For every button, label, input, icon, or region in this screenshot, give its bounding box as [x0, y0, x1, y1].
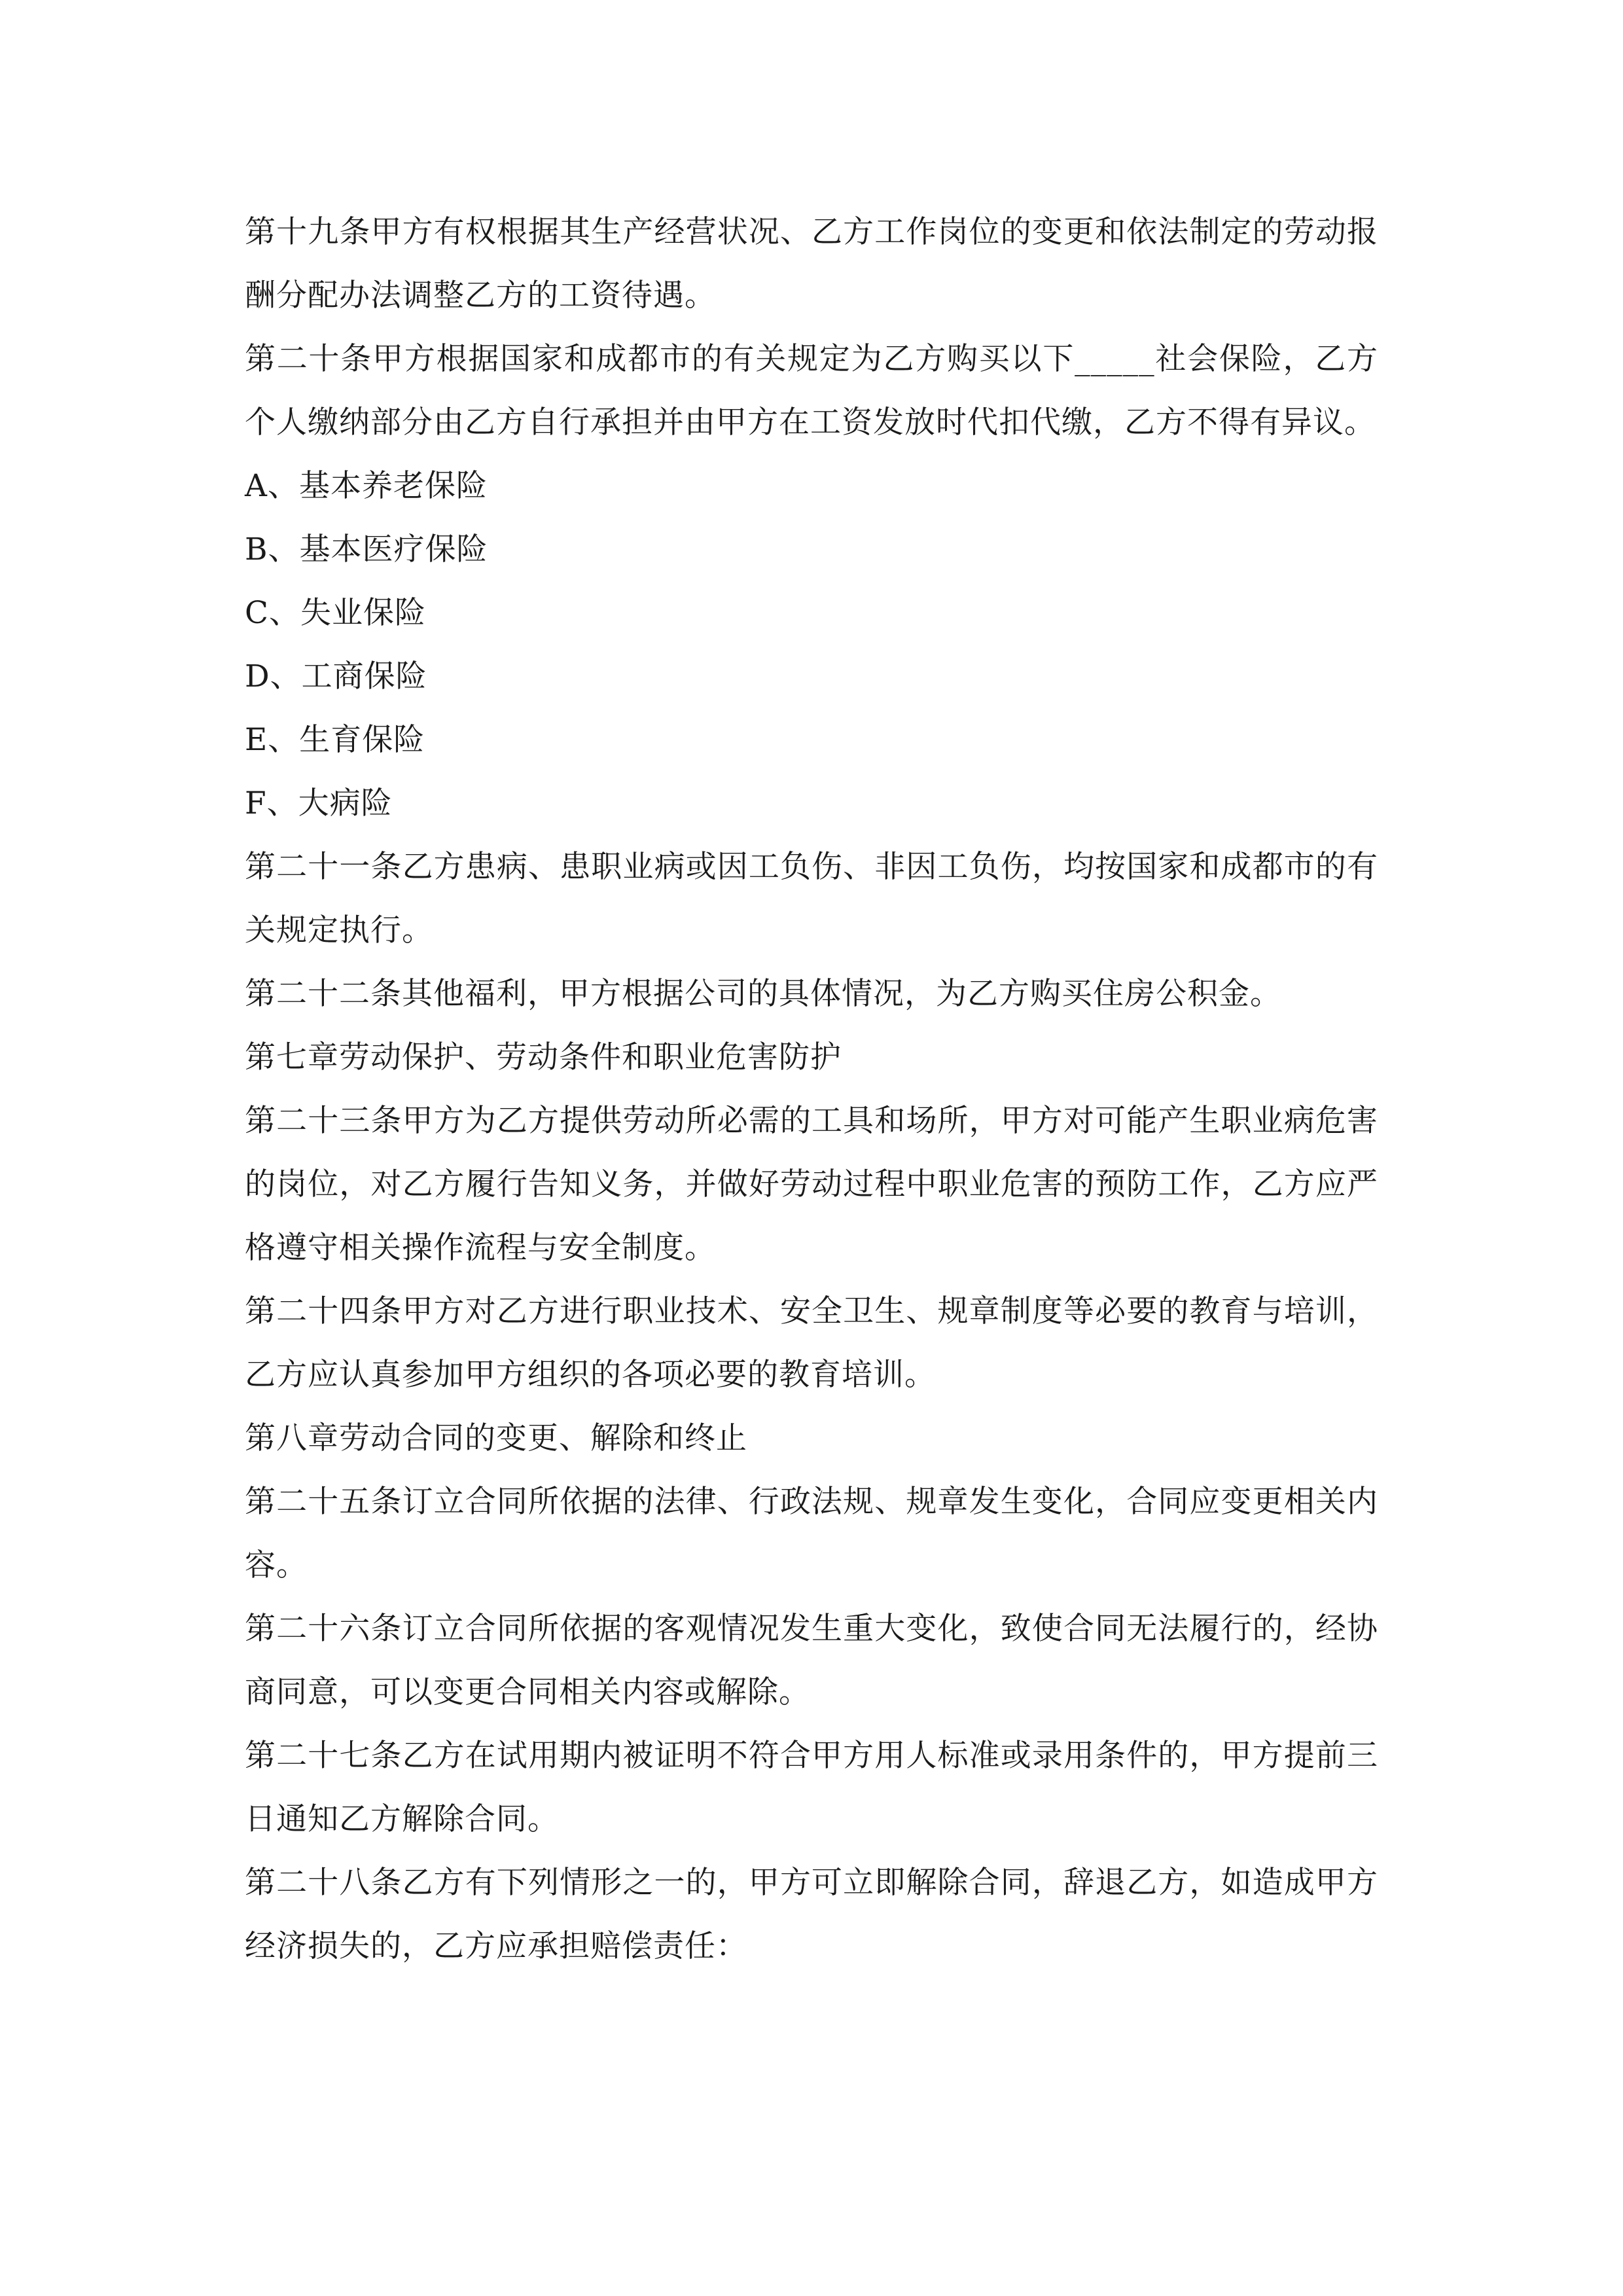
article-19: 第十九条甲方有权根据其生产经营状况、乙方工作岗位的变更和依法制定的劳动报酬分配办法调整乙方的工资待遇。 — [245, 214, 1378, 314]
article-20: 第二十条甲方根据国家和成都市的有关规定为乙方购买以下_____社会保险，乙方个人缴纳部分由乙方自行承担并由甲方在工资发放时代扣代缴，乙方不得有异议。 — [245, 341, 1378, 440]
option-b: B、基本医疗保险 — [245, 531, 488, 567]
option-e: E、生育保险 — [245, 722, 425, 758]
option-f: F、大病险 — [245, 785, 393, 821]
article-24: 第二十四条甲方对乙方进行职业技术、安全卫生、规章制度等必要的教育与培训，乙方应认真参加甲方组织的各项必要的教育培训。 — [245, 1293, 1378, 1393]
option-c: C、失业保险 — [245, 595, 426, 631]
option-a: A、基本养老保险 — [245, 468, 488, 504]
document-body — [245, 200, 1378, 1978]
article-25: 第二十五条订立合同所依据的法律、行政法规、规章发生变化，合同应变更相关内容。 — [245, 1484, 1378, 1583]
article-26: 第二十六条订立合同所依据的客观情况发生重大变化，致使合同无法履行的，经协商同意，可以变更合同相关内容或解除。 — [245, 1611, 1378, 1710]
article-23: 第二十三条甲方为乙方提供劳动所必需的工具和场所，甲方对可能产生职业病危害的岗位，对乙方履行告知义务，并做好劳动过程中职业危害的预防工作，乙方应严格遵守相关操作流程与安全制度。 — [245, 1103, 1378, 1266]
chapter-7-heading: 第七章劳动保护、劳动条件和职业危害防护 — [245, 1039, 842, 1075]
article-21: 第二十一条乙方患病、患职业病或因工负伤、非因工负伤，均按国家和成都市的有关规定执行。 — [245, 849, 1378, 948]
chapter-8-heading: 第八章劳动合同的变更、解除和终止 — [245, 1420, 747, 1456]
article-22: 第二十二条其他福利，甲方根据公司的具体情况，为乙方购买住房公积金。 — [245, 976, 1281, 1012]
article-28: 第二十八条乙方有下列情形之一的，甲方可立即解除合同，辞退乙方，如造成甲方经济损失的，乙方应承担赔偿责任： — [245, 1865, 1378, 1964]
option-d: D、工商保险 — [245, 658, 427, 694]
article-27: 第二十七条乙方在试用期内被证明不符合甲方用人标准或录用条件的，甲方提前三日通知乙方解除合同。 — [245, 1738, 1378, 1837]
